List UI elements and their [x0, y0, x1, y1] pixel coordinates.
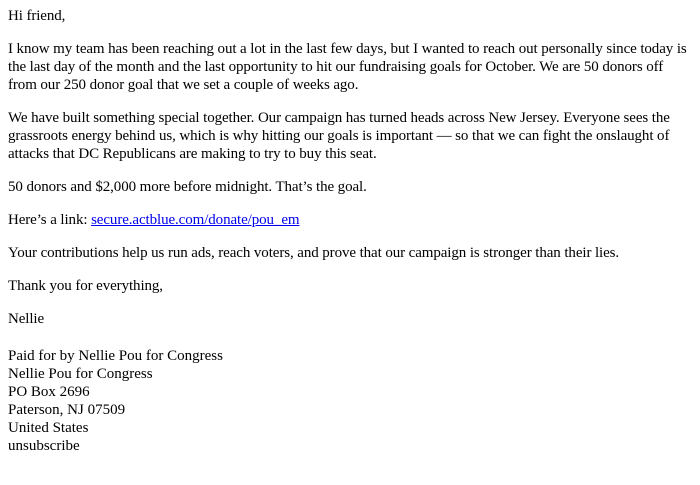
- closing: Thank you for everything,: [8, 278, 163, 294]
- footer-po-box: PO Box 2696: [8, 384, 90, 400]
- paragraph-intro: I know my team has been reaching out a lot in the last few days, but I wanted to reach out personally since today is the last day of the month and the last opportunity to hit our fundraising goals for October. We are 50 donors off from our 250 donor goal that we set a couple of weeks ago.: [8, 41, 687, 93]
- unsubscribe-link[interactable]: unsubscribe: [8, 438, 80, 454]
- paragraph-goal: 50 donors and $2,000 more before midnight. That’s the goal.: [8, 179, 367, 195]
- footer-country: United States: [8, 420, 89, 436]
- donate-link[interactable]: secure.actblue.com/donate/pou_em: [91, 212, 300, 228]
- link-prefix: Here’s a link:: [8, 212, 92, 228]
- paragraph-link: [8, 211, 692, 229]
- footer-city-state-zip: Paterson, NJ 07509: [8, 402, 126, 418]
- signature: Nellie: [8, 311, 45, 327]
- greeting: Hi friend,: [8, 8, 66, 24]
- footer: [8, 347, 692, 455]
- paragraph-contributions: Your contributions help us run ads, reach voters, and prove that our campaign is stronger than their lies.: [8, 245, 620, 261]
- paragraph-campaign: We have built something special together. Our campaign has turned heads across New Jersey. Everyone sees the grassroots energy behind us, which is why hitting our goals is important — so that we can fight the onslaught of attacks that DC Republicans are making to try to buy this seat.: [8, 110, 670, 162]
- footer-org-name: Nellie Pou for Congress: [8, 366, 153, 382]
- paid-for-disclaimer: Paid for by Nellie Pou for Congress: [8, 348, 223, 364]
